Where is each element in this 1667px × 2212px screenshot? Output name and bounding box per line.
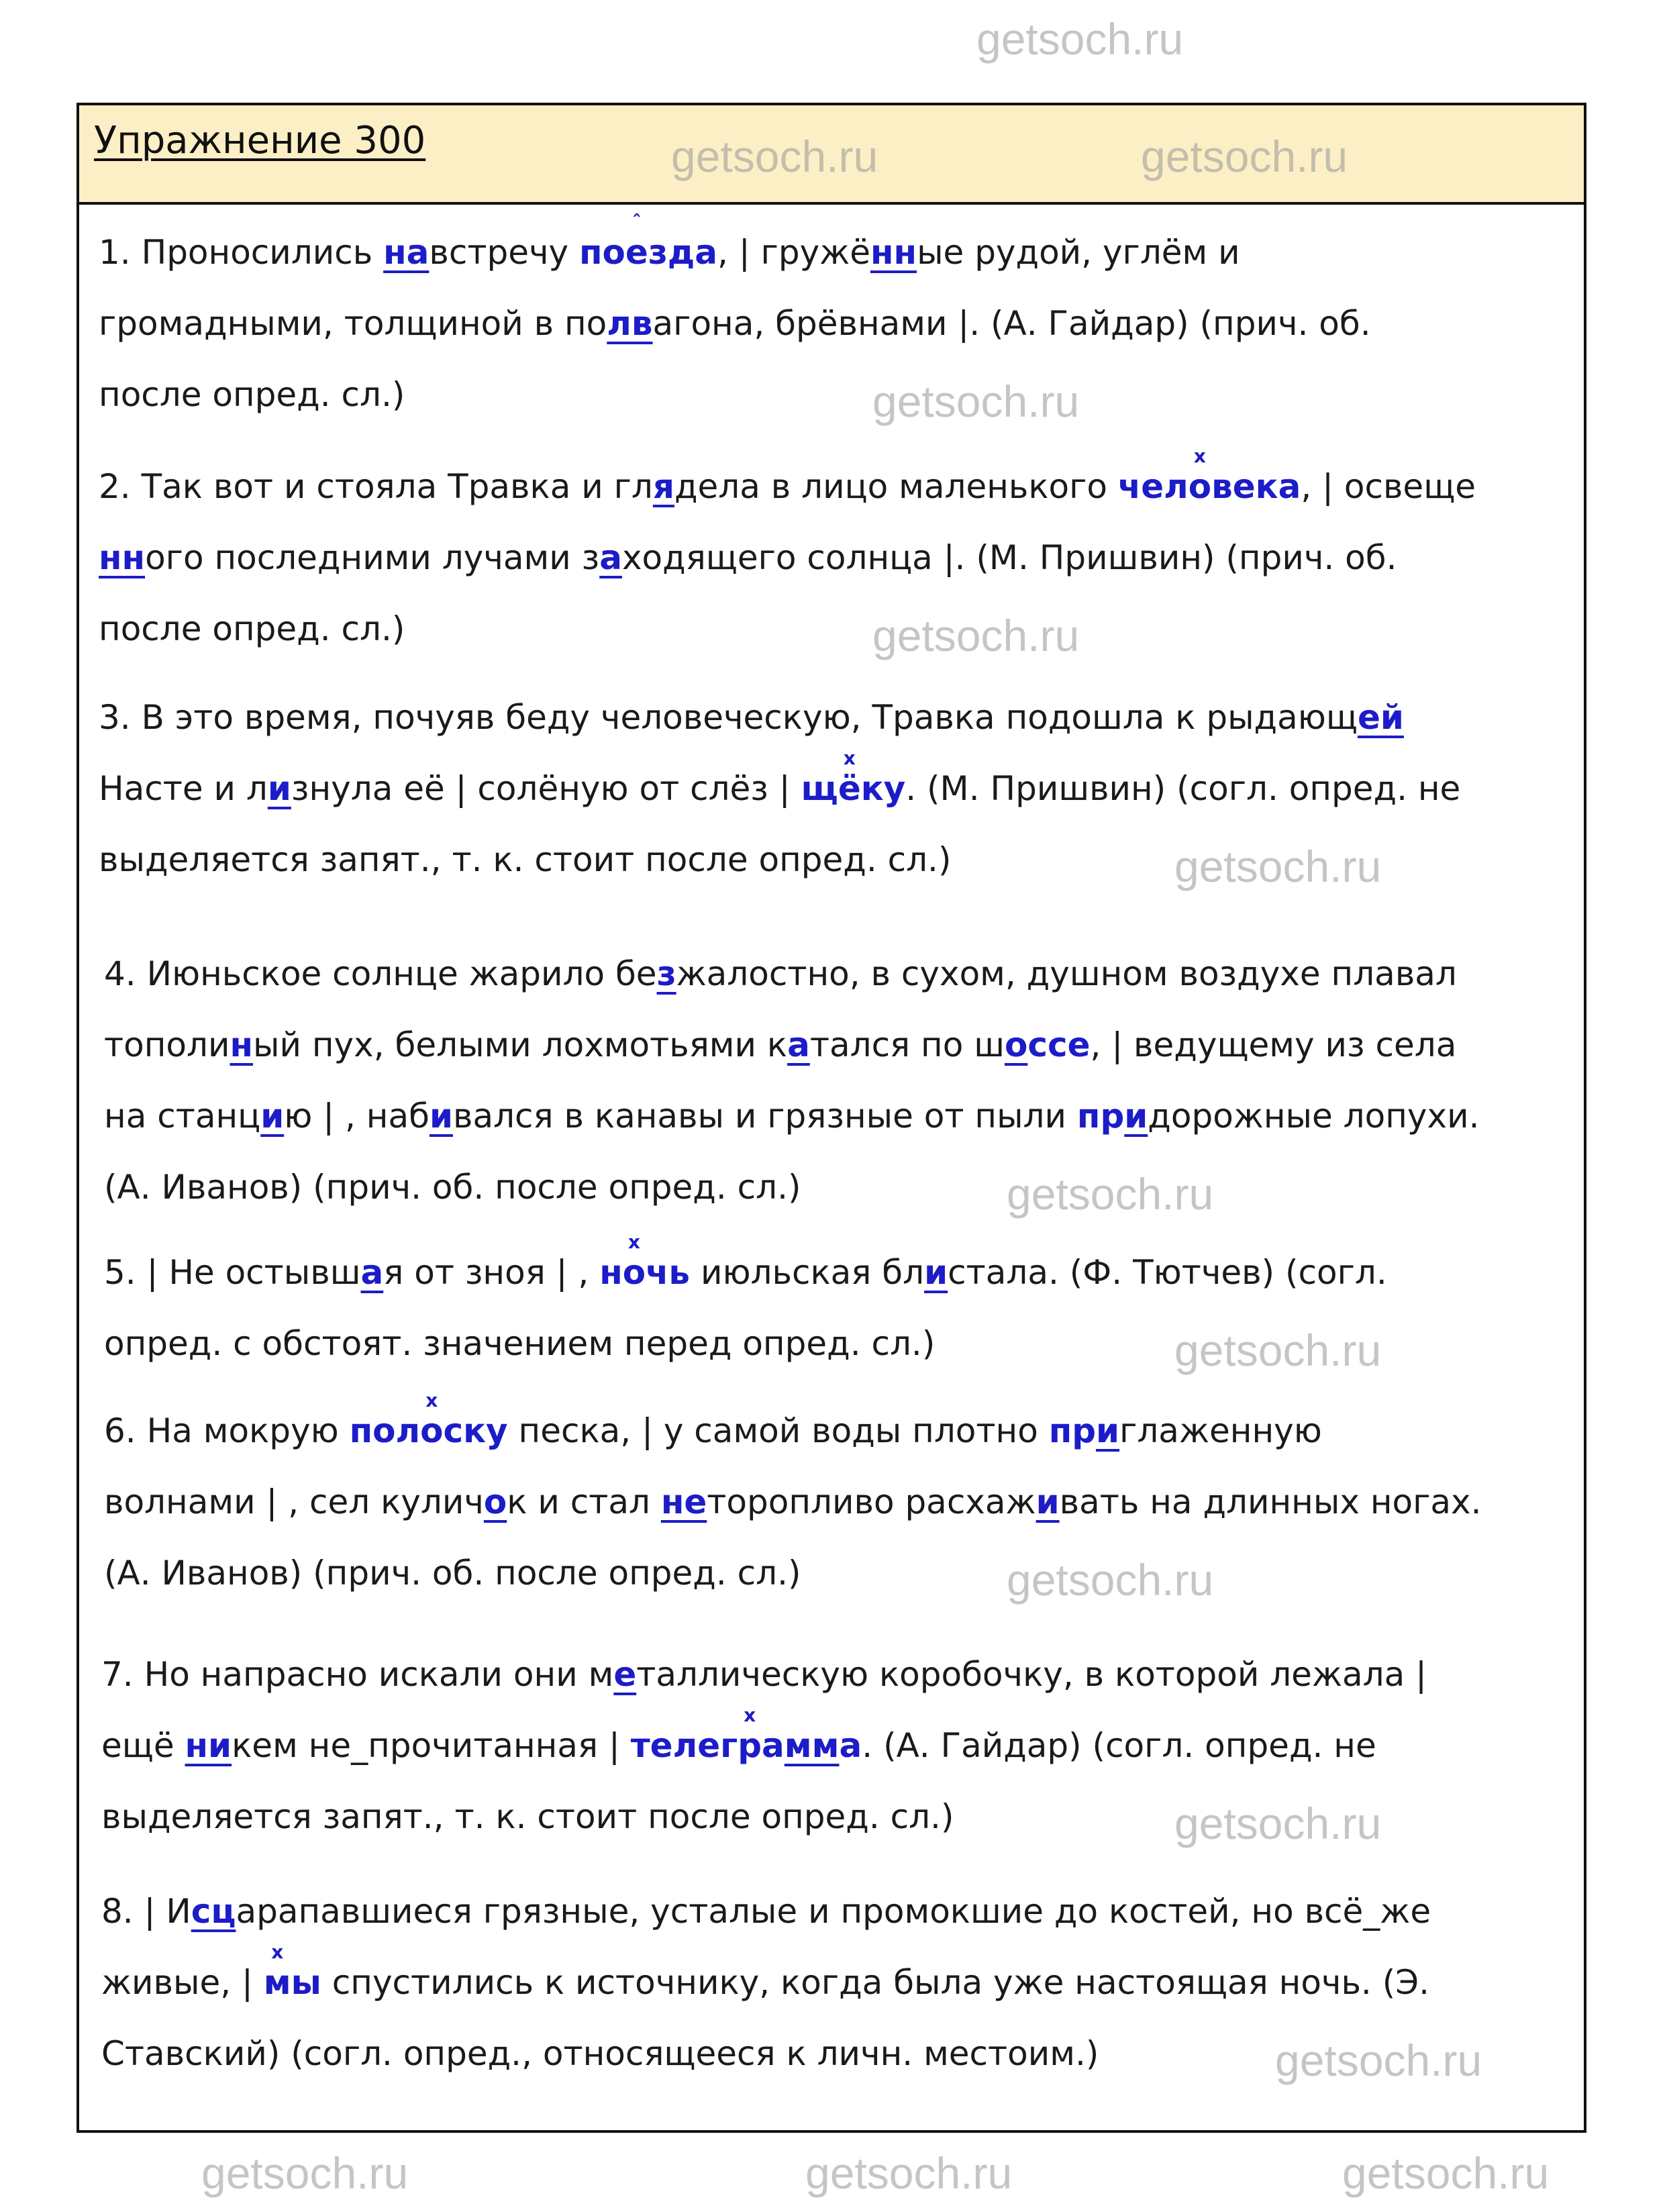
text-line xyxy=(99,593,1476,664)
highlighted-orthogram xyxy=(1096,1411,1119,1450)
segment-text: е xyxy=(613,1655,637,1694)
text-segment xyxy=(101,1797,954,1836)
text-segment xyxy=(104,1025,230,1064)
segment-text: о xyxy=(420,1411,444,1450)
text-line xyxy=(99,288,1371,359)
text-line xyxy=(104,1080,1479,1152)
text-segment xyxy=(284,1097,430,1136)
text-segment xyxy=(653,304,1371,343)
highlighted-orthogram xyxy=(924,1253,948,1292)
text-segment xyxy=(104,1554,801,1593)
segment-text: знула её | солёную от слёз | xyxy=(291,769,801,808)
watermark-text: getsoch.ru xyxy=(1275,2035,1482,2085)
segment-text: , | ведущему из села xyxy=(1090,1025,1457,1064)
segment-text: пр xyxy=(1076,1097,1125,1136)
text-line xyxy=(101,1941,1431,2018)
highlighted-orthogram xyxy=(1036,1482,1060,1521)
segment-text: чь xyxy=(646,1253,691,1292)
segment-text: ые рудой, углём и xyxy=(917,233,1240,272)
text-line xyxy=(99,747,1461,824)
text-segment xyxy=(862,1726,1376,1765)
segment-text: выделяется запят., т. к. стоит после опред. сл.) xyxy=(99,840,952,879)
segment-text: громадными, толщиной в по xyxy=(99,304,607,343)
highlighted-orthogram xyxy=(625,211,648,272)
segment-text: Насте и л xyxy=(99,769,268,808)
segment-text: а xyxy=(599,538,622,577)
highlighted-orthogram xyxy=(383,233,429,272)
highlighted-orthogram xyxy=(657,954,676,993)
sentence-1 xyxy=(99,211,1371,430)
highlighted-orthogram xyxy=(607,304,652,343)
segment-text: зда xyxy=(648,233,718,272)
text-segment xyxy=(429,233,579,272)
segment-text: дорожные лопухи. xyxy=(1148,1097,1480,1136)
text-segment xyxy=(948,1253,1387,1292)
sentence-5 xyxy=(104,1231,1387,1379)
highlighted-orthogram xyxy=(861,769,906,808)
segment-text: тался по ш xyxy=(809,1025,1005,1064)
highlighted-orthogram xyxy=(622,1231,646,1292)
segment-text: не xyxy=(660,1482,707,1521)
text-segment xyxy=(99,467,653,506)
highlighted-orthogram xyxy=(350,1411,421,1450)
segment-text: 4. Июньское солнце жарило бе xyxy=(104,954,657,993)
text-segment xyxy=(636,1655,1427,1694)
watermark-text: getsoch.ru xyxy=(1007,1169,1214,1219)
text-segment xyxy=(99,698,1358,737)
text-segment xyxy=(507,1482,661,1521)
segment-text: нн xyxy=(99,538,146,577)
sentence-2 xyxy=(99,445,1476,664)
segment-text: ходящего солнца |. (М. Пришвин) (прич. об. xyxy=(621,538,1397,577)
text-segment xyxy=(104,1253,361,1292)
sentence-6 xyxy=(104,1389,1482,1609)
highlighted-orthogram xyxy=(430,1097,453,1136)
text-line xyxy=(104,1466,1482,1538)
highlighted-orthogram xyxy=(599,538,622,577)
segment-text: на xyxy=(383,233,430,272)
segment-text: июльская бл xyxy=(690,1253,925,1292)
segment-text: 1. Проносились xyxy=(99,233,384,272)
highlighted-orthogram xyxy=(99,538,145,577)
watermark-text: getsoch.ru xyxy=(1174,842,1382,891)
text-segment xyxy=(104,1168,801,1207)
highlighted-orthogram xyxy=(1358,698,1404,737)
text-segment xyxy=(232,1726,631,1765)
highlighted-orthogram xyxy=(1049,1411,1096,1450)
highlighted-orthogram xyxy=(648,233,717,272)
segment-text: глаженную xyxy=(1119,1411,1322,1450)
segment-text: после опред. сл.) xyxy=(99,375,405,414)
segment-text: о xyxy=(483,1482,507,1521)
text-segment xyxy=(99,375,405,414)
highlighted-orthogram xyxy=(1188,445,1212,506)
segment-text: . (А. Гайдар) (согл. опред. не xyxy=(862,1726,1376,1765)
segment-text: (А. Иванов) (прич. об. после опред. сл.) xyxy=(104,1554,801,1593)
segment-text: о xyxy=(622,1253,646,1292)
highlighted-orthogram xyxy=(191,1892,236,1931)
stress-mark-icon: x xyxy=(271,1941,284,1963)
segment-text: а xyxy=(360,1253,384,1292)
segment-text: спустились к источнику, когда была уже настоящая ночь. (Э. xyxy=(321,1963,1430,2002)
text-segment xyxy=(1301,467,1476,506)
segment-text: р xyxy=(738,1726,762,1765)
highlighted-orthogram xyxy=(361,1253,384,1292)
segment-text: ни xyxy=(185,1726,232,1765)
stress-mark-icon: x xyxy=(627,1231,640,1253)
segment-text: агона, брёвнами |. (А. Гайдар) (прич. об. xyxy=(652,304,1371,343)
segment-text: о xyxy=(1004,1025,1028,1064)
segment-text: ый пух, белыми лохмотьями к xyxy=(253,1025,788,1064)
segment-text: (А. Иванов) (прич. об. после опред. сл.) xyxy=(104,1168,801,1207)
text-segment xyxy=(291,769,801,808)
segment-text: а xyxy=(839,1726,862,1765)
highlighted-orthogram xyxy=(579,233,625,272)
segment-text: е xyxy=(625,233,648,272)
text-segment xyxy=(101,1726,185,1765)
text-segment xyxy=(707,1482,1035,1521)
segment-text: опред. с обстоят. значением перед опред. сл.) xyxy=(104,1324,936,1363)
watermark-text: getsoch.ru xyxy=(201,2148,409,2198)
segment-text: волнами | , сел кулич xyxy=(104,1482,484,1521)
highlighted-orthogram xyxy=(646,1253,690,1292)
highlighted-orthogram xyxy=(268,769,291,808)
text-segment xyxy=(1148,1097,1479,1136)
text-line xyxy=(104,1538,1482,1609)
text-line xyxy=(99,359,1371,430)
highlighted-orthogram xyxy=(1124,1097,1148,1136)
stress-mark-icon: ˆ xyxy=(632,211,642,233)
segment-text: арапавшиеся грязные, усталые и промокшие до костей, но всё_же xyxy=(236,1892,1431,1931)
segment-text: выделяется запят., т. к. стоит после опред. сл.) xyxy=(101,1797,954,1836)
segment-text: сц xyxy=(191,1892,236,1931)
watermark-text: getsoch.ru xyxy=(976,14,1184,64)
highlighted-orthogram xyxy=(870,233,917,272)
highlighted-orthogram xyxy=(599,1253,623,1292)
text-segment xyxy=(101,1963,264,2002)
segment-text: ссе xyxy=(1027,1025,1091,1064)
segment-text: дела в лицо маленького xyxy=(674,467,1118,506)
segment-text: нн xyxy=(870,233,917,272)
watermark-text: getsoch.ru xyxy=(872,611,1080,660)
text-segment xyxy=(104,1097,260,1136)
text-segment xyxy=(321,1963,1429,2002)
highlighted-orthogram xyxy=(1027,1025,1090,1064)
segment-text: 3. В это время, почуяв беду человеческую, Травка подошла к рыдающ xyxy=(99,698,1358,737)
segment-text: ку xyxy=(860,769,906,808)
highlighted-orthogram xyxy=(1077,1097,1124,1136)
watermark-text: getsoch.ru xyxy=(872,376,1080,426)
segment-text: и xyxy=(1035,1482,1060,1521)
segment-text: и xyxy=(1096,1411,1120,1450)
segment-text: мм xyxy=(784,1726,840,1765)
segment-text: а xyxy=(787,1025,810,1064)
segment-text: щ xyxy=(801,769,838,808)
stress-mark-icon: x xyxy=(744,1704,756,1726)
text-line xyxy=(101,1876,1431,1947)
text-segment xyxy=(453,1097,1077,1136)
highlighted-orthogram xyxy=(785,1726,840,1765)
text-segment xyxy=(99,840,951,879)
text-line xyxy=(101,1704,1427,1781)
text-segment xyxy=(1060,1482,1482,1521)
segment-text: и xyxy=(1124,1097,1148,1136)
segment-text: 5. | Не остывш xyxy=(104,1253,361,1292)
highlighted-orthogram xyxy=(613,1655,636,1694)
watermark-text: getsoch.ru xyxy=(1141,132,1348,181)
text-segment xyxy=(676,954,1457,993)
segment-text: ей xyxy=(1357,698,1404,737)
segment-text: я от зноя | , xyxy=(383,1253,600,1292)
text-segment xyxy=(145,538,599,577)
text-segment xyxy=(104,1482,484,1521)
text-line xyxy=(104,938,1479,1009)
highlighted-orthogram xyxy=(185,1726,232,1765)
stress-mark-icon: x xyxy=(843,747,856,769)
segment-text: и xyxy=(260,1097,285,1136)
text-line xyxy=(99,682,1460,753)
sentence-7 xyxy=(101,1639,1427,1852)
text-segment xyxy=(104,954,657,993)
text-segment xyxy=(104,1324,935,1363)
highlighted-orthogram xyxy=(631,1726,738,1765)
segment-text: после опред. сл.) xyxy=(99,609,405,648)
watermark-text: getsoch.ru xyxy=(1342,2148,1550,2198)
segment-text: песка, | у самой воды плотно xyxy=(507,1411,1049,1450)
text-line xyxy=(101,2018,1431,2089)
segment-text: пр xyxy=(1048,1411,1097,1450)
segment-text: кем не_прочитанная | xyxy=(232,1726,631,1765)
segment-text: ску xyxy=(443,1411,508,1450)
segment-text: встречу xyxy=(429,233,580,272)
highlighted-orthogram xyxy=(291,1963,321,2002)
segment-text: к и стал xyxy=(507,1482,661,1521)
text-segment xyxy=(508,1411,1049,1450)
segment-text: таллическую коробочку, в которой лежала | xyxy=(636,1655,1427,1694)
watermark-text: getsoch.ru xyxy=(805,2148,1013,2198)
text-line xyxy=(99,522,1476,593)
text-segment xyxy=(99,609,405,648)
highlighted-orthogram xyxy=(484,1482,507,1521)
highlighted-orthogram xyxy=(1005,1025,1027,1064)
segment-text: 7. Но напрасно искали они м xyxy=(101,1655,614,1694)
highlighted-orthogram xyxy=(653,467,674,506)
segment-text: , | освеще xyxy=(1301,467,1476,506)
watermark-text: getsoch.ru xyxy=(1174,1325,1382,1375)
segment-text: , | гружё xyxy=(717,233,870,272)
text-segment xyxy=(383,1253,599,1292)
stress-mark-icon: x xyxy=(1193,445,1206,467)
segment-text: и xyxy=(924,1253,948,1292)
segment-text: жалостно, в сухом, душном воздухе плавал xyxy=(676,954,1457,993)
text-segment xyxy=(253,1025,787,1064)
highlighted-orthogram xyxy=(420,1389,444,1450)
sentence-4 xyxy=(104,938,1479,1223)
highlighted-orthogram xyxy=(738,1704,762,1765)
segment-text: Ставский) (согл. опред., относящееся к личн. местоим.) xyxy=(101,2034,1099,2073)
segment-text: по xyxy=(579,233,625,272)
segment-text: живые, | xyxy=(101,1963,264,2002)
text-segment xyxy=(1091,1025,1457,1064)
text-line xyxy=(99,211,1371,288)
text-segment xyxy=(101,2034,1099,2073)
watermark-text: getsoch.ru xyxy=(1007,1555,1214,1605)
segment-text: и xyxy=(429,1097,453,1136)
segment-text: ого последними лучами з xyxy=(145,538,600,577)
segment-text: ё xyxy=(838,769,861,808)
segment-text: я xyxy=(652,467,674,506)
segment-text: а xyxy=(762,1726,785,1765)
segment-text: ю | , наб xyxy=(284,1097,430,1136)
segment-text: вался в канавы и грязные от пыли xyxy=(452,1097,1077,1136)
text-segment xyxy=(622,538,1397,577)
text-segment xyxy=(99,304,607,343)
stress-mark-icon: x xyxy=(425,1389,438,1411)
text-line xyxy=(104,1231,1387,1308)
highlighted-orthogram xyxy=(661,1482,707,1521)
highlighted-orthogram xyxy=(762,1726,785,1765)
text-segment xyxy=(101,1892,191,1931)
segment-text: ы xyxy=(291,1963,321,2002)
segment-text: лв xyxy=(607,304,653,343)
highlighted-orthogram xyxy=(443,1411,507,1450)
highlighted-orthogram xyxy=(787,1025,810,1064)
text-segment xyxy=(236,1892,1431,1931)
text-segment xyxy=(917,233,1240,272)
highlighted-orthogram xyxy=(838,747,861,808)
text-segment xyxy=(905,769,1460,808)
segment-text: м xyxy=(263,1963,291,2002)
segment-text: з xyxy=(656,954,676,993)
segment-text: торопливо расхаж xyxy=(707,1482,1036,1521)
highlighted-orthogram xyxy=(1211,467,1301,506)
segment-text: тополи xyxy=(104,1025,230,1064)
segment-text: . (М. Пришвин) (согл. опред. не xyxy=(905,769,1461,808)
segment-text: 6. На мокрую xyxy=(104,1411,350,1450)
text-segment xyxy=(717,233,870,272)
text-line xyxy=(99,445,1476,522)
text-segment xyxy=(690,1253,924,1292)
exercise-header xyxy=(79,105,1584,205)
text-line xyxy=(101,1781,1427,1852)
text-line xyxy=(104,1308,1387,1379)
text-segment xyxy=(810,1025,1005,1064)
segment-text: телег xyxy=(630,1726,738,1765)
highlighted-orthogram xyxy=(840,1726,862,1765)
text-segment xyxy=(99,769,268,808)
highlighted-orthogram xyxy=(801,769,838,808)
segment-text: века xyxy=(1211,467,1301,506)
watermark-text: getsoch.ru xyxy=(1174,1799,1382,1848)
segment-text: на станц xyxy=(104,1097,261,1136)
segment-text: вать на длинных ногах. xyxy=(1059,1482,1482,1521)
highlighted-orthogram xyxy=(260,1097,284,1136)
text-line xyxy=(99,824,1460,895)
segment-text: и xyxy=(267,769,291,808)
text-line xyxy=(101,1639,1427,1710)
text-segment xyxy=(101,1655,613,1694)
sentence-8 xyxy=(101,1876,1431,2089)
segment-text: о xyxy=(1188,467,1212,506)
exercise-title: Упражнение 300 xyxy=(94,119,426,162)
text-segment xyxy=(674,467,1118,506)
segment-text: пол xyxy=(349,1411,421,1450)
text-line xyxy=(104,1389,1482,1466)
watermark-text: getsoch.ru xyxy=(671,132,878,181)
sentence-3 xyxy=(99,682,1460,895)
text-line xyxy=(104,1009,1479,1080)
segment-text: н xyxy=(599,1253,623,1292)
highlighted-orthogram xyxy=(263,1941,291,2002)
segment-text: 8. | И xyxy=(101,1892,191,1931)
segment-text: ещё xyxy=(101,1726,185,1765)
highlighted-orthogram xyxy=(1118,467,1189,506)
segment-text: стала. (Ф. Тютчев) (согл. xyxy=(948,1253,1387,1292)
segment-text: 2. Так вот и стояла Травка и гл xyxy=(99,467,653,506)
text-segment xyxy=(104,1411,350,1450)
segment-text: н xyxy=(230,1025,253,1064)
segment-text: чел xyxy=(1117,467,1189,506)
text-line xyxy=(104,1152,1479,1223)
highlighted-orthogram xyxy=(230,1025,253,1064)
text-segment xyxy=(1119,1411,1322,1450)
text-segment xyxy=(99,233,383,272)
